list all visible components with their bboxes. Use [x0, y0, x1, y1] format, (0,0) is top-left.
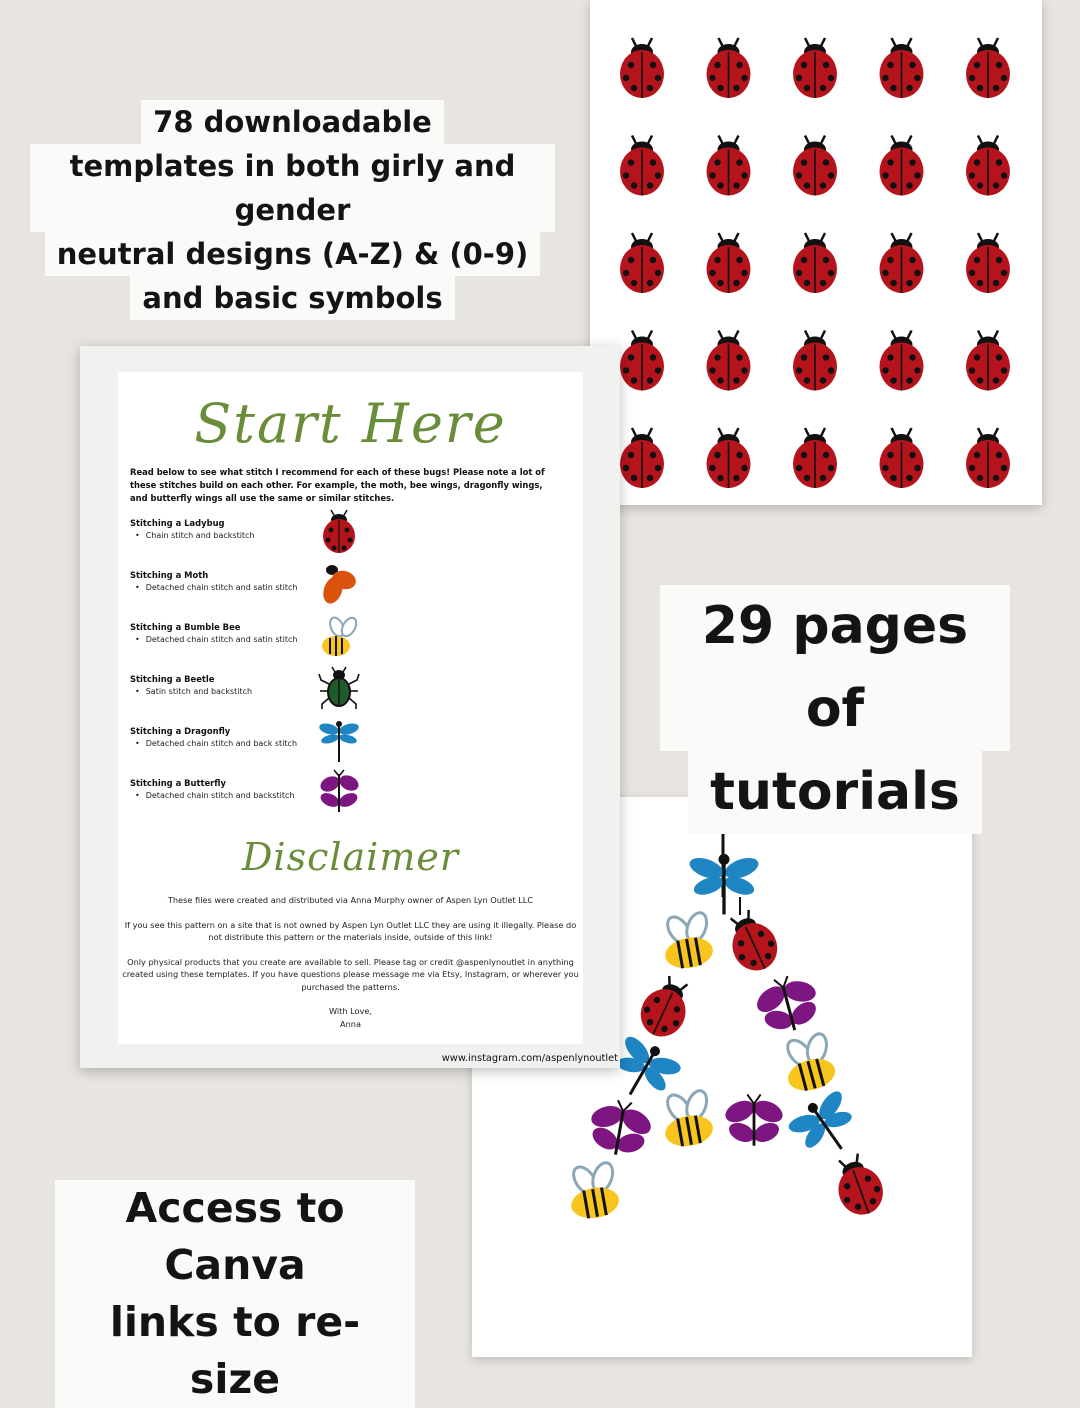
ladybug-grid-page — [590, 0, 1042, 505]
ladybug-icon — [966, 331, 1010, 391]
butterfly-icon — [582, 1096, 658, 1161]
disclaimer-paragraph: Only physical products that you create are available to sell. Please tag or credit @aspenlynoutlet in anything created using these templates. If you have questions please message me via Etsy, Instagram, or wherever you purchased the patterns. — [122, 956, 579, 992]
bug-desc: • Detached chain stitch and backstitch — [135, 791, 294, 800]
ladybug-icon — [633, 971, 698, 1044]
beetle-icon — [315, 664, 363, 712]
disclaimer-paragraph: If you see this pattern on a site that is not owned by Aspen Lyn Outlet LLC they are using it illegally. Please do not distribute this pattern or the materials inside, outside of this link! — [124, 919, 577, 942]
ladybug-icon — [793, 331, 837, 391]
caption-line: 29 pages of — [660, 585, 1010, 751]
bug-desc: • Detached chain stitch and satin stitch — [135, 635, 298, 644]
moth-icon — [315, 560, 363, 608]
bug-row-butterfly — [130, 778, 570, 830]
ladybug-icon — [707, 428, 751, 488]
dragonfly-icon — [315, 716, 363, 764]
dragonfly-icon — [782, 1084, 869, 1168]
ladybug-icon — [620, 136, 664, 196]
ladybug-icon — [707, 331, 751, 391]
caption-line: templates in both girly and gender — [30, 144, 555, 232]
ladybug-icon — [620, 38, 664, 98]
bug-desc: • Detached chain stitch and back stitch — [135, 739, 297, 748]
butterfly-icon — [748, 969, 827, 1039]
disclaimer-title: Disclaimer — [241, 835, 460, 879]
butterfly-icon — [315, 768, 363, 816]
ladybug-icon — [793, 428, 837, 488]
bug-title: Stitching a Beetle — [130, 674, 215, 684]
ladybug-icon — [707, 233, 751, 293]
disclaimer-paragraph: These files were created and distributed via Anna Murphy owner of Aspen Lyn Outlet LLC — [167, 895, 534, 905]
ladybug-icon — [880, 38, 924, 98]
bug-desc: • Chain stitch and backstitch — [135, 531, 255, 540]
ladybug-icon — [793, 233, 837, 293]
tutorial-document — [80, 346, 620, 1068]
ladybug-icon — [966, 233, 1010, 293]
ladybug-icon — [620, 331, 664, 391]
caption-templates — [30, 100, 555, 320]
caption-line: tutorials — [688, 751, 982, 834]
bug-title: Stitching a Ladybug — [130, 518, 225, 528]
caption-line: 78 downloadable — [141, 100, 444, 144]
ladybug-icon — [880, 331, 924, 391]
bee-icon — [778, 1028, 842, 1096]
bee-icon — [315, 612, 363, 660]
bee-icon — [564, 1157, 624, 1222]
ladybug-icon — [828, 1150, 890, 1221]
ladybug-grid — [590, 0, 1042, 505]
bee-icon — [658, 907, 718, 972]
ladybug-icon — [315, 508, 363, 556]
butterfly-icon — [722, 1094, 786, 1145]
bug-desc: • Satin stitch and backstitch — [135, 687, 252, 696]
bug-title: Stitching a Bumble Bee — [130, 622, 241, 632]
ladybug-icon — [966, 38, 1010, 98]
ladybug-icon — [707, 38, 751, 98]
ladybug-icon — [793, 38, 837, 98]
document-sheet — [118, 372, 583, 1044]
ladybug-icon — [880, 428, 924, 488]
bug-title: Stitching a Butterfly — [130, 778, 226, 788]
ladybug-icon — [620, 428, 664, 488]
ladybug-icon — [620, 233, 664, 293]
ladybug-icon — [720, 905, 785, 978]
bug-title: Stitching a Moth — [130, 570, 209, 580]
intro-text: Read below to see what stitch I recommend for each of these bugs! Please note a lot of these stitches build on each other. For example, the moth, bee wings, dragonfly wings, and butterfly wings all use the same or similar stitches. — [130, 467, 545, 503]
caption-canva — [55, 1180, 415, 1408]
ladybug-icon — [966, 428, 1010, 488]
sign-off: With Love, — [328, 1006, 373, 1016]
ladybug-icon — [880, 233, 924, 293]
bug-title: Stitching a Dragonfly — [130, 726, 231, 736]
instagram-link[interactable]: www.instagram.com/aspenlynoutlet — [441, 1053, 618, 1064]
caption-line: and basic symbols — [130, 276, 454, 320]
caption-line: links to re-size — [55, 1294, 415, 1408]
bug-desc: • Detached chain stitch and satin stitch — [135, 583, 298, 592]
ladybug-icon — [880, 136, 924, 196]
caption-line: neutral designs (A-Z) & (0-9) — [45, 232, 541, 276]
signature-name: Anna — [340, 1018, 361, 1029]
ladybug-icon — [793, 136, 837, 196]
caption-line: Access to Canva — [55, 1180, 415, 1294]
start-here-title: Start Here — [194, 392, 507, 455]
ladybug-icon — [707, 136, 751, 196]
dragonfly-icon — [687, 854, 761, 915]
caption-tutorials — [660, 585, 1010, 834]
bee-icon — [658, 1085, 718, 1150]
ladybug-icon — [966, 136, 1010, 196]
disclaimer-text — [118, 894, 583, 1030]
